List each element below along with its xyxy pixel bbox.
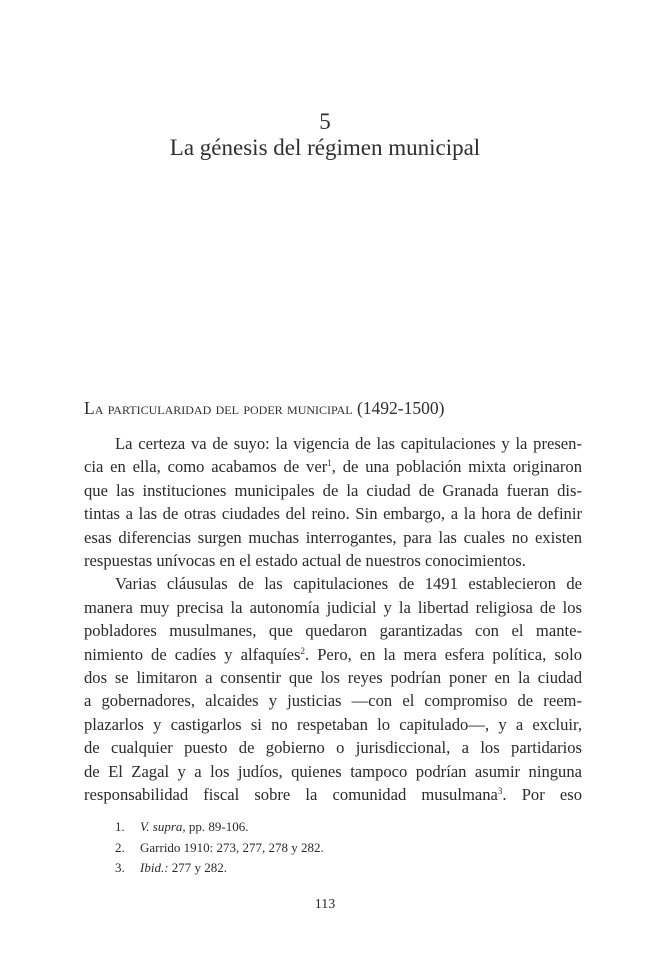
body-line: Varias cláusulas de las capitulaciones de 1491 establecieron de: [115, 574, 582, 594]
body-line: respuestas unívocas en el estado actual de nuestros conocimientos.: [84, 551, 526, 571]
body-line: nimiento de cadíes y alfaquíes$^2$. Pero, en la mera esfera política, solo: [84, 644, 583, 664]
body-text: [84, 432, 582, 807]
body-line: que las instituciones municipales de la ciudad de Granada fueran dis-: [84, 480, 582, 500]
page-number: 113: [314, 897, 336, 912]
footnote: [115, 817, 575, 838]
body-line: esas diferencias surgen muchas interrogantes, para las cuales no existen: [84, 527, 582, 547]
section-heading-text: La particularidad del poder municipal: [84, 398, 353, 418]
footnote: [115, 858, 575, 879]
body-line: manera muy precisa la autonomía judicial y la libertad religiosa de los: [84, 597, 582, 617]
footnote-number: 1.: [115, 819, 125, 834]
section-heading: [84, 396, 584, 420]
footnote-text: Garrido 1910: 273, 277, 278 y 282.: [140, 839, 324, 855]
chapter-number: 5: [319, 109, 331, 134]
body-line: tintas a las de otras ciudades del reino. Sin embargo, a la hora de definir: [84, 504, 582, 524]
body-line: La certeza va de suyo: la vigencia de las capitulaciones y la presen-: [115, 434, 582, 453]
body-line: dos se limitaron a consentir que los reyes podrían poner en la ciudad: [84, 668, 582, 688]
body-line: de El Zagal y a los judíos, quienes tampoco podrían asumir ninguna: [84, 761, 582, 781]
body-line: pobladores musulmanes, que quedaron garantizadas con el mante-: [84, 621, 582, 641]
footnote-text: Ibid.: 277 y 282.: [140, 860, 228, 875]
section-heading-years: (1492-1500): [356, 398, 445, 418]
footnote-text: V. supra, pp. 89-106.: [140, 819, 249, 834]
footnote: [115, 838, 575, 859]
footnote-ref: 3: [497, 786, 503, 797]
body-line: de cualquier puesto de gobierno o jurisdiccional, a los partidarios: [84, 738, 582, 758]
footnote-ref: 2: [300, 645, 305, 656]
footnote-number: 2.: [115, 839, 125, 855]
body-line: cia en ella, como acabamos de ver$^1$, de una población mixta originaron: [84, 457, 582, 477]
body-line: responsabilidad fiscal sobre la comunidad musulmana$^3$. Por eso: [84, 785, 582, 805]
body-line: plazarlos y castigarlos si no respetaban lo capitulado—, y a excluir,: [84, 714, 582, 734]
footnotes: [115, 817, 575, 879]
body-line: a gobernadores, alcaides y justicias —con el compromiso de reem-: [84, 691, 582, 711]
chapter-title: La génesis del régimen municipal: [169, 135, 481, 160]
footnote-number: 3.: [115, 860, 125, 875]
footnote-ref: 1: [327, 458, 332, 469]
